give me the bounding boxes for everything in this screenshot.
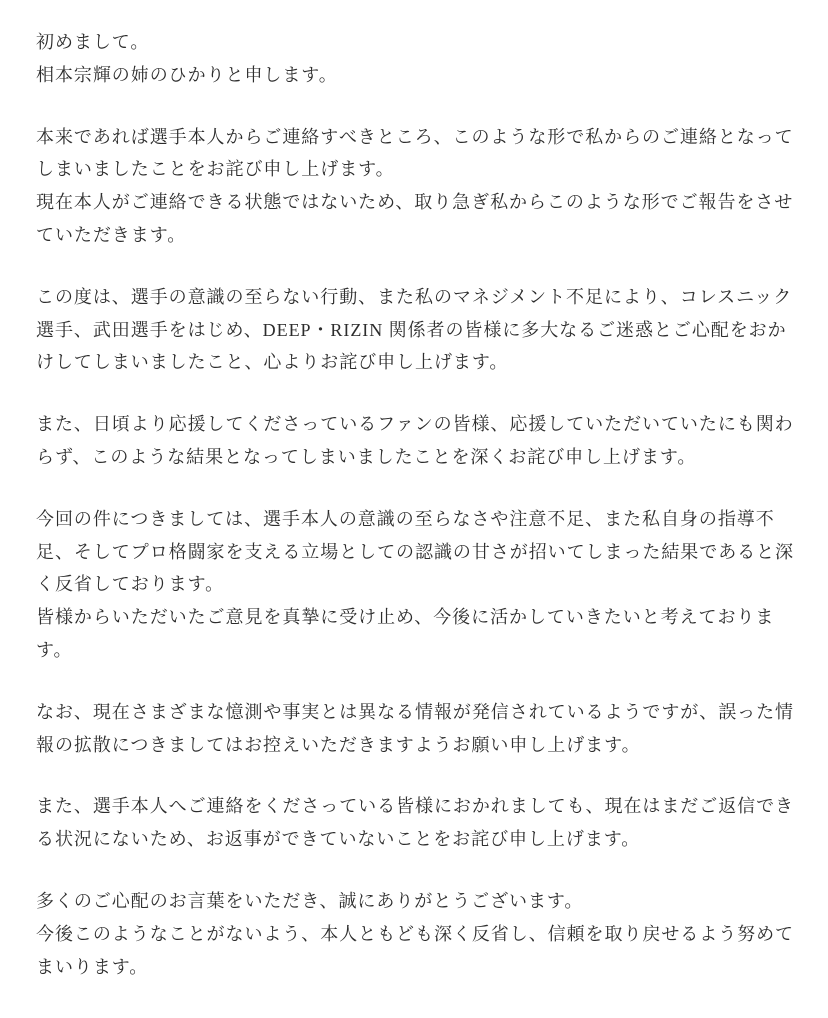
text-line: 今後このようなことがないよう、本人ともども深く反省し、信頼を取り戻せるよう努めて — [36, 923, 794, 944]
text-line: す。 — [36, 639, 73, 660]
text-line: 多くのご心配のお言葉をいただき、誠にありがとうございます。 — [36, 890, 584, 911]
text-line: 現在本人がご連絡できる状態ではないため、取り急ぎ私からこのような形でご報告をさせ — [36, 192, 794, 213]
paragraph — [36, 281, 798, 379]
text-line: けしてしまいましたこと、心よりお詫び申し上げます。 — [36, 352, 509, 373]
text-line: まいります。 — [36, 956, 149, 977]
text-line: また、日頃より応援してくださっているファンの皆様、応援していただいていたにも関わ — [36, 414, 794, 435]
paragraph — [36, 696, 798, 762]
text-line: この度は、選手の意識の至らない行動、また私のマネジメント不足により、コレスニック — [36, 286, 793, 307]
text-line: 足、そしてプロ格闘家を支える立場としての認識の甘さが招いてしまった結果であると深 — [36, 541, 794, 562]
text-line: なお、現在さまざまな憶測や事実とは異なる情報が発信されているようですが、誤った情 — [36, 701, 794, 722]
paragraph — [36, 503, 798, 667]
text-line: 本来であれば選手本人からご連絡すべきところ、このような形で私からのご連絡となって — [36, 126, 794, 147]
paragraph — [36, 790, 798, 856]
text-line: らず、このような結果となってしまいましたことを深くお詫び申し上げます。 — [36, 446, 697, 467]
text-line: 初めまして。 — [36, 32, 150, 52]
text-line: 相本宗輝の姉のひかりと申します。 — [36, 64, 338, 85]
paragraph — [36, 121, 798, 252]
text-line: 今回の件につきましては、選手本人の意識の至らなさや注意不足、また私自身の指導不 — [36, 508, 775, 529]
text-line: く反省しております。 — [36, 574, 225, 595]
text-line: 皆様からいただいたご意見を真摯に受け止め、今後に活かしていきたいと考えておりま — [36, 607, 775, 628]
text-line: る状況にないため、お返事ができていないことをお詫び申し上げます。 — [36, 829, 641, 850]
text-line: また、選手本人へご連絡をくださっている皆様におかれましても、現在はまだご返信でき — [36, 796, 794, 817]
letter-body — [36, 26, 798, 983]
text-line: 選手、武田選手をはじめ、DEEP・RIZIN 関係者の皆様に多大なるご迷惑とご心配をおか — [36, 319, 787, 340]
text-line: ていただきます。 — [36, 224, 187, 245]
paragraph — [36, 408, 798, 474]
text-line: しまいましたことをお詫び申し上げます。 — [36, 159, 395, 180]
paragraph — [36, 885, 798, 983]
text-line: 報の拡散につきましてはお控えいただきますようお願い申し上げます。 — [36, 734, 641, 755]
paragraph — [36, 26, 798, 92]
